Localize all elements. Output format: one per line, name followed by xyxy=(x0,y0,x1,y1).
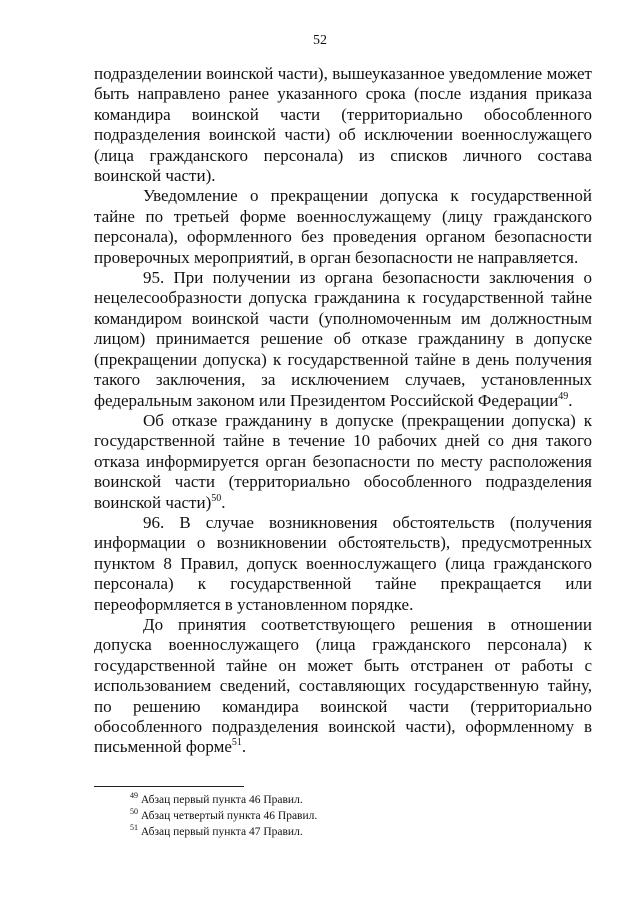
paragraph-text: подразделении воинской части), вышеуказанное уведомление может быть направлено ранее указанного срока (после издания приказа командира воинской части (территориально обособленного подразделения воинской части) об исключении военнослужащего (лица гражданского персонала) из списков личного состава воинской части). xyxy=(94,64,592,186)
footnote-number: 49 xyxy=(130,791,138,800)
paragraph-text: До принятия соответствующего решения в отношении допуска военнослужащего (лица гражданского персонала) к государственной тайне он может быть отстранен от работы с использованием сведений, составляющих государственную тайну, по решению командира воинской части (территориально обособленного подразделения воинской части), оформленному в письменной форме xyxy=(94,614,592,757)
paragraph xyxy=(94,615,592,758)
footnote xyxy=(130,824,570,840)
paragraph xyxy=(94,513,592,615)
footnote-text: Абзац четвертый пункта 46 Правил. xyxy=(138,810,318,822)
paragraph-tail: . xyxy=(241,737,247,757)
footnote-text: Абзац первый пункта 47 Правил. xyxy=(138,826,303,838)
footnote xyxy=(130,792,570,808)
footnote-number: 51 xyxy=(130,823,138,832)
paragraph-text: Об отказе гражданину в допуске (прекращении допуска) к государственной тайне в течение 10 рабочих дней со дня такого отказа информируется орган безопасности по месту расположения воинской части (территориально обособленного подразделения воинской части) xyxy=(94,410,592,512)
footnote-text: Абзац первый пункта 46 Правил. xyxy=(138,794,303,806)
paragraph xyxy=(94,268,592,411)
footnote xyxy=(130,808,570,824)
paragraph-continuation xyxy=(94,64,592,186)
paragraph-text: 96. В случае возникновения обстоятельств (получения информации о возникновении обстоятельств), предусмотренных пунктом 8 Правил, допуск военнослужащего (лица гражданского персонала) к государственной тайне прекращается или переоформляется в установленном порядке. xyxy=(94,512,592,614)
footnote-number: 50 xyxy=(130,807,138,816)
paragraph-text: 95. При получении из органа безопасности заключения о нецелесообразности допуска гражданина к государственной тайне командиром воинской части (уполномоченным им должностным лицом) принимается решение об отказе гражданину в допуске (прекращении допуска) к государственной тайне в день получения такого заключения, за исключением случаев, установленных федеральным законом или Президентом Российской Федерации xyxy=(94,268,592,410)
footnote-ref: 50 xyxy=(211,492,222,504)
footnote-ref: 49 xyxy=(558,390,569,402)
paragraph-tail: . xyxy=(221,492,226,512)
paragraph xyxy=(94,411,592,513)
body-text xyxy=(94,64,592,758)
footnotes xyxy=(130,792,570,840)
paragraph-tail: . xyxy=(568,390,573,410)
paragraph-text: Уведомление о прекращении допуска к государственной тайне по третьей форме военнослужащему (лицу гражданского персонала), оформленного без проведения органом безопасности проверочных мероприятий, в орган безопасности не направляется. xyxy=(94,186,592,267)
page-number: 52 xyxy=(313,33,327,48)
footnote-divider xyxy=(94,786,244,787)
footnote-ref: 51 xyxy=(231,737,242,749)
paragraph xyxy=(94,186,592,268)
